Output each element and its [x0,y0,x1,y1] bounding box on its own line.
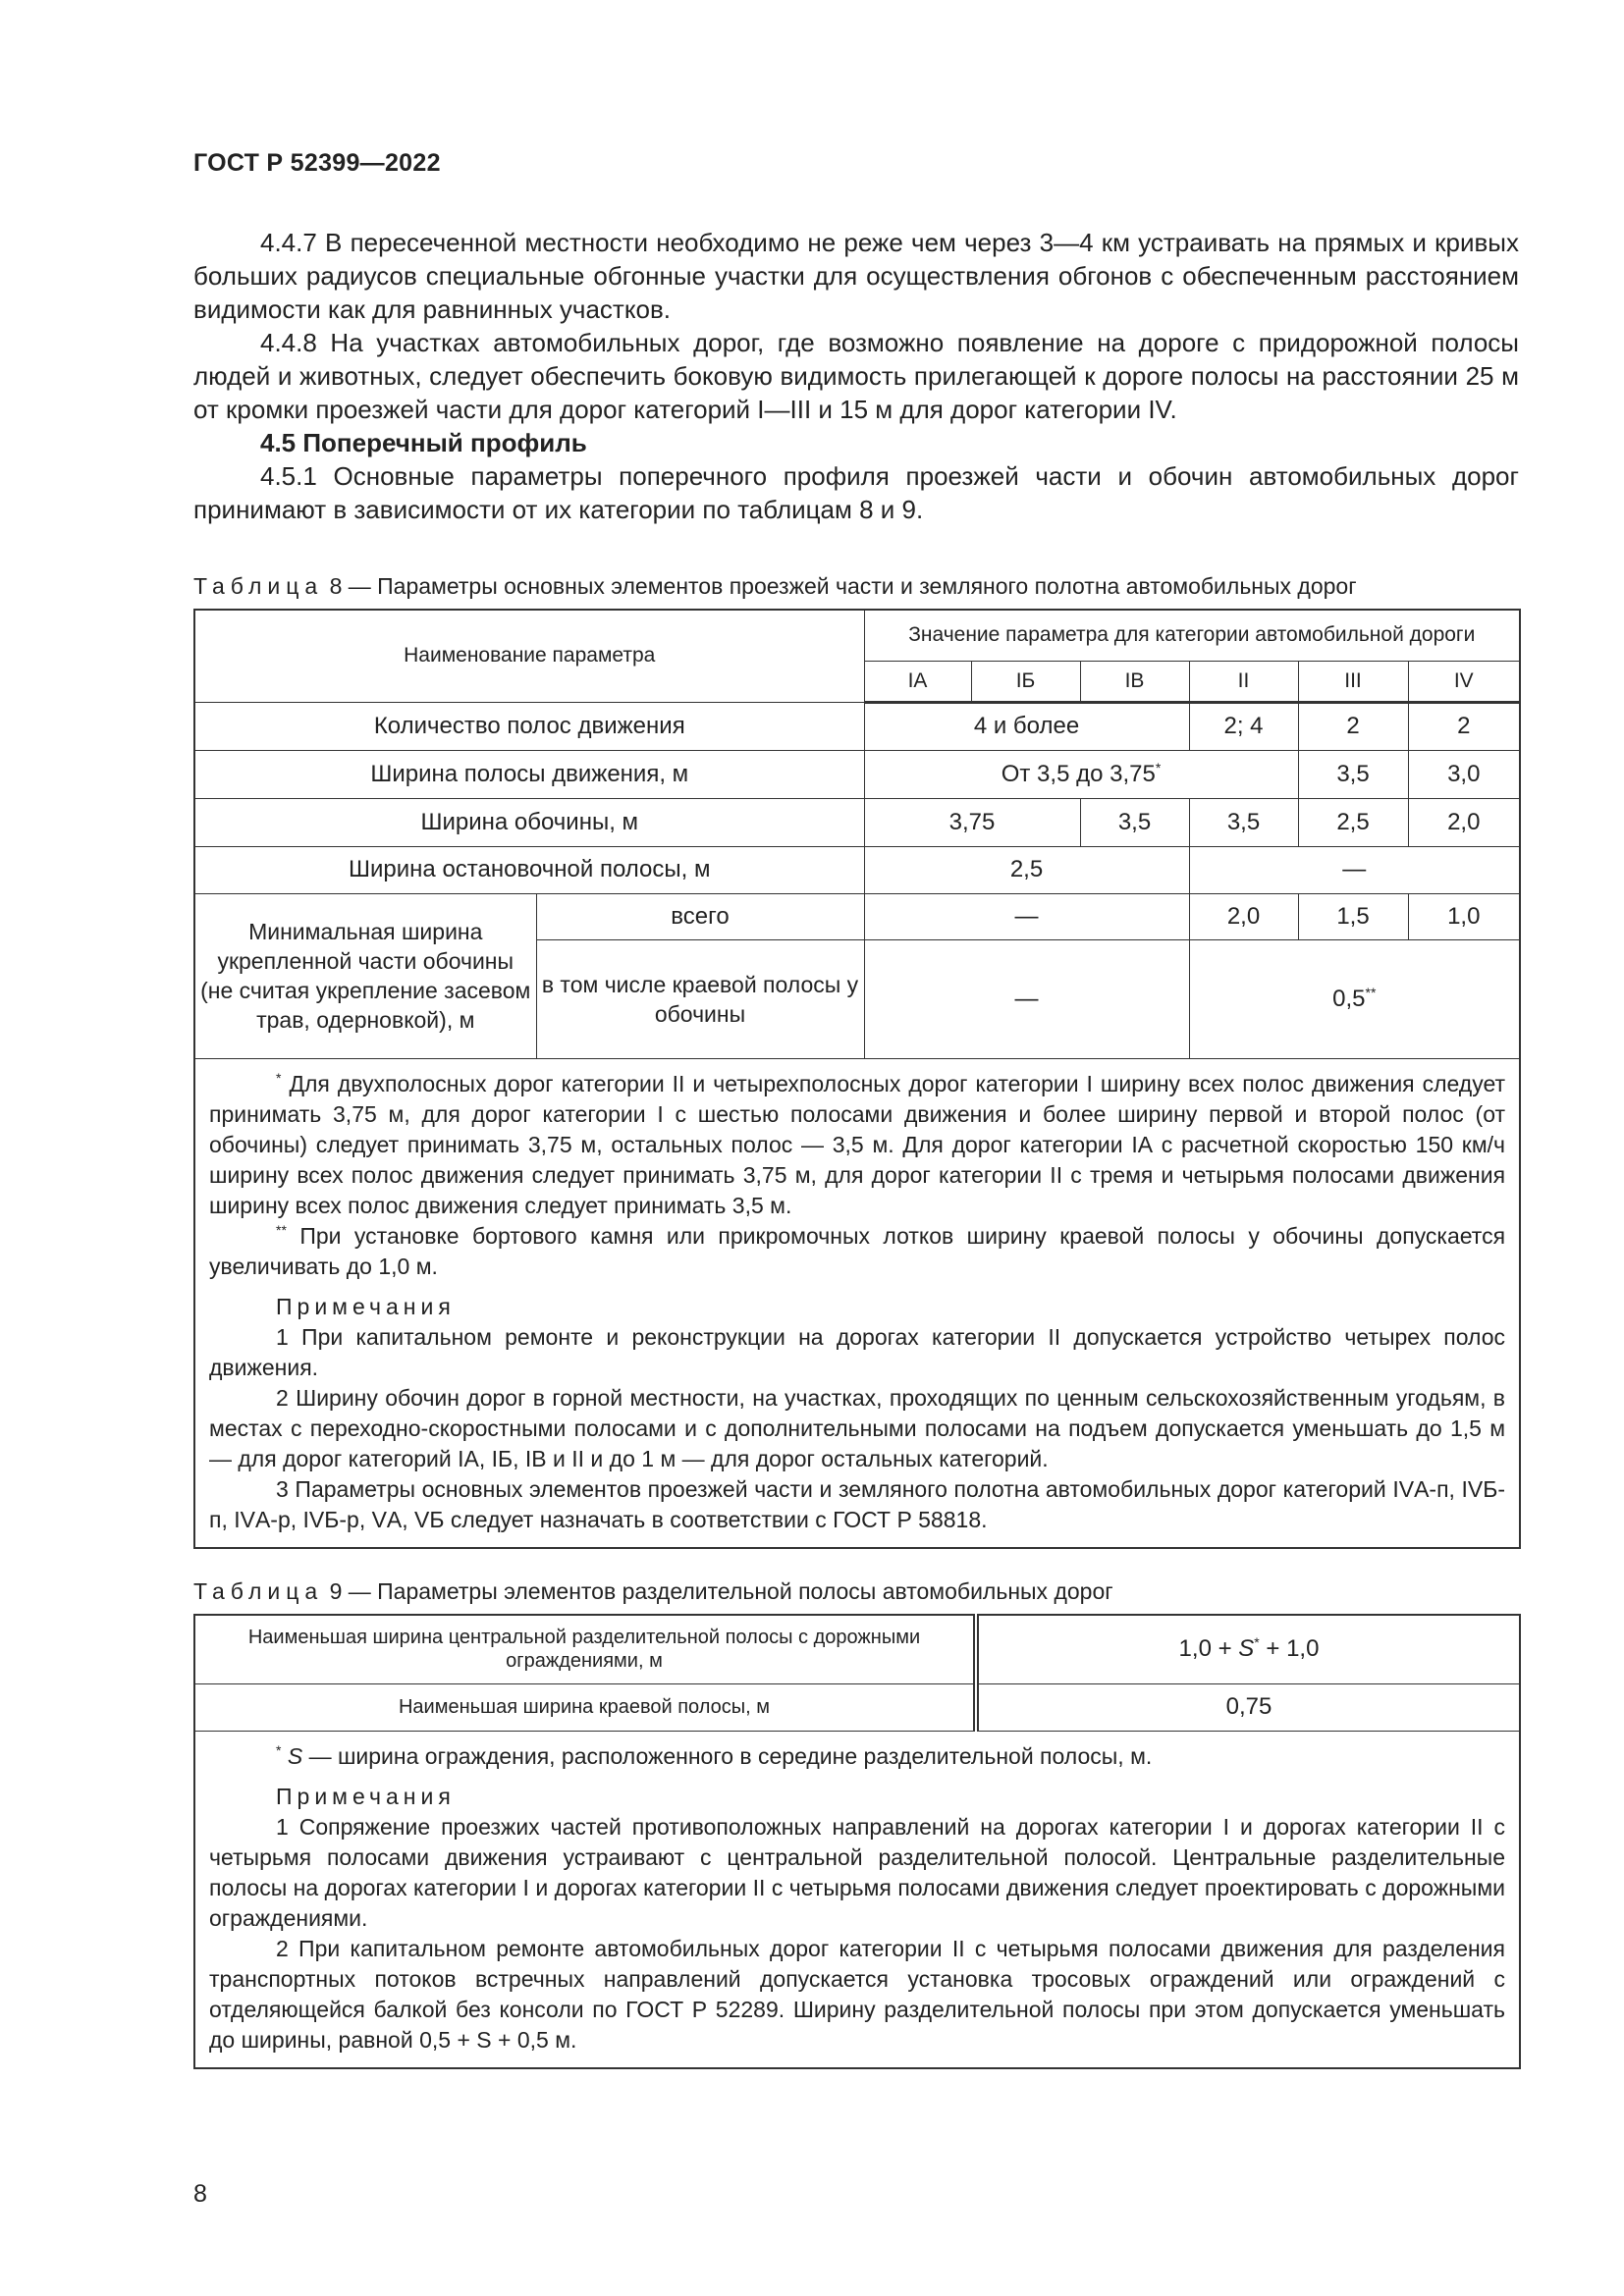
table-notes-row [194,1058,1520,1548]
sub-label: всего [536,893,864,939]
cell-value: 2,0 [1189,893,1298,939]
cell-value: 1,0 [1408,893,1520,939]
page-number: 8 [193,2180,207,2208]
row-label: Ширина полосы движения, м [194,750,864,798]
cell-value: 0,75 [976,1683,1520,1731]
section-title: 4.5 Поперечный профиль [260,428,587,457]
footnote-mark: ** [276,1221,287,1238]
table8-notes [194,1058,1520,1548]
cell-value [864,750,1298,798]
category-header: IБ [971,661,1080,702]
table9-caption-text: 9 — Параметры элементов разделительной полосы автомобильных дорог [329,1578,1113,1604]
category-header: IВ [1080,661,1189,702]
note: 1 Сопряжение проезжих частей противоположных направлений на дорогах категории I и дорогах категории II с четырьмя полосами движения устраивают с центральной разделительной полосой. Центральные разделительные полосы на дорогах категории I и дорогах категории II с четырьмя полосами движения следует проектировать с дорожными ограждениями. [209,1813,1505,1931]
footnote-mark: ** [1365,984,1377,1000]
category-header: II [1189,661,1298,702]
paragraph-4-5-1: 4.5.1 Основные параметры поперечного профиля проезжей части и обочин автомобильных дорог принимают в зависимости от их категории по таблицам 8 и 9. [193,461,1519,524]
cell-value: 2,5 [864,846,1189,893]
table-row [194,798,1520,846]
footnote-text: — ширина ограждения, расположенного в середине разделительной полосы, м. [302,1742,1153,1769]
cell-value: 3,5 [1298,750,1408,798]
table-9 [193,1614,1521,2069]
table9-notes [194,1731,1520,2068]
row-label: Ширина обочины, м [194,798,864,846]
note: 2 При капитальном ремонте автомобильных дорог категории II с четырьмя полосами движения для разделения транспортных потоков встречных направлений допускается установка тросовых ограждений или ограждений с отделяющейся балкой без консоли по ГОСТ Р 52289. Ширину разделительной полосы при этом допускается уменьшать до ширины, равной 0,5 + S + 0,5 м. [209,1935,1505,2053]
header-value: Значение параметра для категории автомобильной дороги [864,610,1520,661]
category-header: III [1298,661,1408,702]
cell-text: 0,5 [1332,985,1366,1012]
cell-value: 3,5 [1189,798,1298,846]
cell-value: 2 [1408,702,1520,750]
paragraph-4-4-7: 4.4.7 В пересеченной местности необходимо не реже чем через 3—4 км устраивать на прямых и кривых больших радиусов специальные обгонные участки для осуществления обгонов с обеспеченным расстоянием видимости как для равнинных участков. [193,228,1519,324]
cell-value: 4 и более [864,702,1189,750]
table-row [194,893,1520,939]
table-row [194,750,1520,798]
table-8 [193,609,1521,1549]
row-label: Наименьшая ширина центральной разделительной полосы с дорожными ограждениями, м [194,1615,976,1683]
note: 2 Ширину обочин дорог в горной местности, на участках, проходящих по ценным сельскохозяйственным угодьям, в местах с переходно-скоростными полосами и с дополнительными полосами на подъем допускается уменьшать до 1,5 м — для дорог категорий IА, IБ, IВ и II и до 1 м — для дорог остальных категорий. [209,1384,1506,1471]
sub-label: в том числе краевой полосы у обочины [536,939,864,1058]
header-param: Наименование параметра [194,610,864,702]
table-row [194,1683,1520,1731]
cell-text: От 3,5 до 3,75 [1001,760,1156,787]
cell-value: 2; 4 [1189,702,1298,750]
footnote [209,1221,1505,1282]
table9-caption-word: Таблица [193,1578,324,1604]
footnote-text: При установке бортового камня или прикромочных лотков ширину краевой полосы у обочины допускается увеличивать до 1,0 м. [209,1222,1506,1279]
row-label: Ширина остановочной полосы, м [194,846,864,893]
table-row [194,702,1520,750]
cell-value: 2 [1298,702,1408,750]
row-label: Количество полос движения [194,702,864,750]
footnote [209,1741,1505,1772]
footnote-mark: * [1254,1634,1260,1651]
cell-value: — [864,939,1189,1058]
variable-s: S [1238,1635,1255,1663]
table-row [194,846,1520,893]
footnote-mark: * [276,1741,282,1758]
cell-value [976,1615,1520,1683]
note: 3 Параметры основных элементов проезжей части и земляного полотна автомобильных дорог категорий IVА-п, IVБ-п, IVА-р, IVБ-р, VА, VБ следует назначать в соответствии с ГОСТ Р 58818. [209,1475,1506,1532]
note: 1 При капитальном ремонте и реконструкции на дорогах категории II допускается устройство четырех полос движения. [209,1323,1506,1380]
table-row [194,1615,1520,1683]
category-header: IА [864,661,971,702]
notes-heading: Примечания [276,1783,456,1809]
row-label: Минимальная ширина укрепленной части обочины (не считая укрепление засевом трав, одерновкой), м [194,893,536,1058]
category-header: IV [1408,661,1520,702]
table8-caption-text: 8 — Параметры основных элементов проезжей части и земляного полотна автомобильных дорог [329,573,1357,599]
footnote-mark: * [276,1069,282,1086]
cell-value: 2,5 [1298,798,1408,846]
table9-caption [193,1578,1113,1605]
footnote [209,1069,1505,1221]
footnote-mark: * [1155,759,1162,775]
table8-caption [193,573,1357,600]
cell-value: 3,5 [1080,798,1189,846]
cell-text: 1,0 + [1178,1635,1239,1663]
cell-value: 3,0 [1408,750,1520,798]
body-paragraphs [193,226,1519,526]
footnote-text: Для двухполосных дорог категории II и четырехполосных дорог категории I ширину всех полос движения следует принимать 3,75 м, для дорог категории I с шестью полосами движения и более ширину первой и второй полос (от обочины) следует принимать 3,75 м, остальных полос — 3,5 м. Для дорог категории IА с расчетной скоростью 150 км/ч ширину всех полос движения следует принимать 3,75 м, для дорог категории II с тремя и четырьмя полосами движения ширину всех полос движения следует принимать 3,5 м. [209,1070,1506,1218]
cell-text: + 1,0 [1259,1635,1320,1663]
cell-value: 1,5 [1298,893,1408,939]
notes-heading: Примечания [276,1293,456,1319]
cell-value [1189,939,1520,1058]
cell-value: — [1189,846,1520,893]
cell-value: 3,75 [864,798,1080,846]
paragraph-4-4-8: 4.4.8 На участках автомобильных дорог, где возможно появление на дороге с придорожной полосы людей и животных, следует обеспечить боковую видимость прилегающей к дороге полосы на расстоянии 25 м от кромки проезжей части для дорог категорий I—III и 15 м для дорог категории IV. [193,328,1519,424]
document-header: ГОСТ Р 52399—2022 [193,149,441,177]
table-notes-row [194,1731,1520,2068]
variable-s: S [287,1742,303,1769]
cell-value: 2,0 [1408,798,1520,846]
cell-value: — [864,893,1189,939]
table8-caption-word: Таблица [193,573,324,599]
row-label: Наименьшая ширина краевой полосы, м [194,1683,976,1731]
